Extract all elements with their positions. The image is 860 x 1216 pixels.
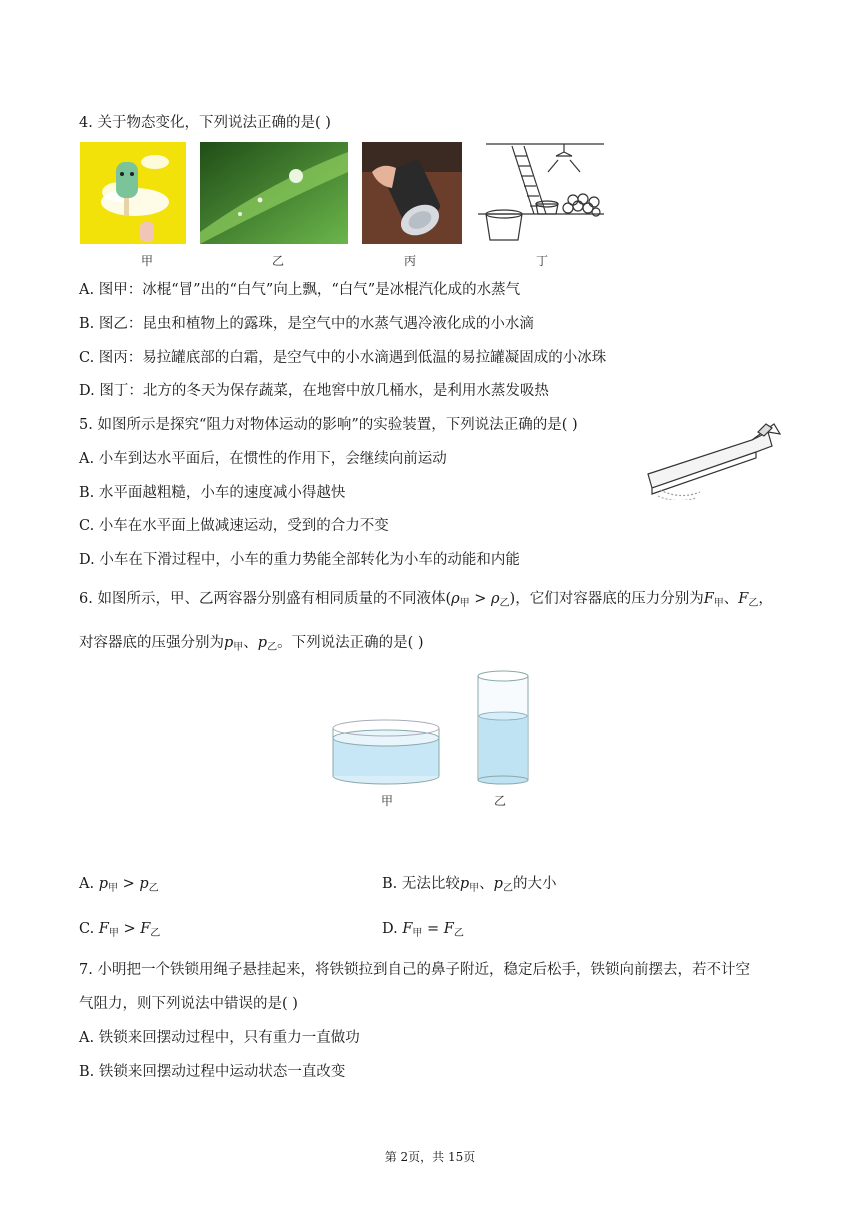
- q6-stem-line1: 6. 如图所示，甲、乙两容器分别盛有相同质量的不同液体$(\rho_甲 > \rho_乙)$，它们对容器底的压力分别为$F_甲$、$F_乙$，: [79, 591, 773, 609]
- q4-caption-ding: 丁: [536, 254, 549, 268]
- q5-ramp-apparatus-image: [640, 418, 782, 500]
- q4-caption-bing: 丙: [404, 254, 417, 268]
- q6-caption-yi: 乙: [494, 794, 507, 808]
- q6-option-b: B. 无法比较$p_甲$、$p_乙$的大小: [382, 876, 557, 894]
- q7-stem-line2: 气阻力，则下列说法中错误的是( ): [79, 996, 298, 1012]
- q6-option-a: A. $p_甲 > p_乙$: [79, 876, 159, 894]
- q4-image-bing: [362, 142, 462, 244]
- q6-stem-line2: 对容器底的压强分别为$p_甲$、$p_乙$。下列说法正确的是( ): [79, 635, 424, 653]
- force-jia: $F_甲$: [703, 591, 724, 609]
- q4-image-jia: [80, 142, 186, 244]
- q4-caption-jia: 甲: [141, 254, 154, 268]
- pressure-yi: $p_乙$: [257, 635, 278, 653]
- q5-stem: 5. 如图所示是探究“阻力对物体运动的影响”的实验装置，下列说法正确的是( ): [79, 417, 578, 433]
- rho-yi: $\rho_乙$: [491, 591, 510, 609]
- q4-caption-yi: 乙: [272, 254, 285, 268]
- q5-option-b: B. 水平面越粗糙，小车的速度减小得越快: [79, 485, 346, 501]
- rho-jia: $\rho_甲$: [451, 591, 470, 609]
- page-footer: 第 2页，共 15页: [384, 1150, 476, 1164]
- q4-option-b: B. 图乙：昆虫和植物上的露珠，是空气中的水蒸气遇冷液化成的小水滴: [79, 316, 534, 332]
- q6-option-d: D. $F_甲 = F_乙$: [382, 921, 464, 939]
- q4-option-c: C. 图丙：易拉罐底部的白霜，是空气中的小水滴遇到低温的易拉罐凝固成的小冰珠: [79, 350, 607, 366]
- q4-stem: 4. 关于物态变化，下列说法正确的是( ): [79, 115, 331, 131]
- q5-option-d: D. 小车在下滑过程中，小车的重力势能全部转化为小车的动能和内能: [79, 552, 520, 568]
- q6-caption-jia: 甲: [381, 794, 394, 808]
- pressure-jia: $p_甲$: [224, 635, 244, 653]
- q5-option-c: C. 小车在水平面上做减速运动，受到的合力不变: [79, 518, 389, 534]
- q4-option-d: D. 图丁：北方的冬天为保存蔬菜，在地窖中放几桶水，是利用水蒸发吸热: [79, 383, 549, 399]
- q5-option-a: A. 小车到达水平面后，在惯性的作用下，会继续向前运动: [79, 451, 447, 467]
- force-yi: $F_乙$: [738, 591, 759, 609]
- q7-option-a: A. 铁锁来回摆动过程中，只有重力一直做功: [79, 1030, 360, 1046]
- q4-image-yi: [200, 142, 348, 244]
- q6-option-c: C. $F_甲 > F_乙$: [79, 921, 161, 939]
- q7-stem-line1: 7. 小明把一个铁锁用绳子悬挂起来，将铁锁拉到自己的鼻子附近，稳定后松手，铁锁向前摆去，若不计空: [79, 962, 750, 978]
- q4-option-a: A. 图甲：冰棍“冒”出的“白气”向上飘，“白气”是冰棍汽化成的水蒸气: [79, 282, 521, 298]
- q6-containers-image: [330, 668, 534, 786]
- q4-image-ding: [476, 142, 606, 244]
- q7-option-b: B. 铁锁来回摆动过程中运动状态一直改变: [79, 1064, 346, 1080]
